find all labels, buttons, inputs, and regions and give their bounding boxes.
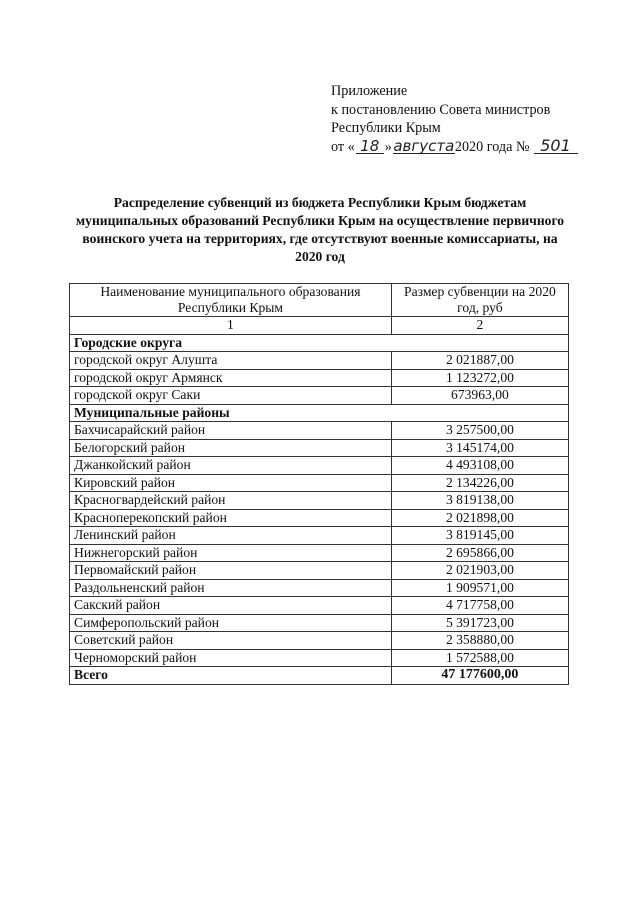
subsidy-table	[69, 283, 569, 685]
date-mid: »	[384, 138, 392, 155]
table-row	[70, 439, 569, 457]
table-row	[70, 352, 569, 370]
municipality-name: Бахчисарайский район	[70, 422, 392, 440]
municipality-name: Джанкойский район	[70, 457, 392, 475]
subsidy-amount: 2 695866,00	[391, 544, 568, 562]
table-row	[70, 579, 569, 597]
total-amount: 47 177600,00	[391, 667, 568, 685]
subsidy-amount: 4 493108,00	[391, 457, 568, 475]
section-title: Городские округа	[70, 334, 569, 352]
table-row	[70, 387, 569, 405]
municipality-name: Ленинский район	[70, 527, 392, 545]
table-row	[70, 457, 569, 475]
subsidy-amount: 3 257500,00	[391, 422, 568, 440]
column-number-2: 2	[391, 317, 568, 335]
date-prefix: от «	[331, 138, 355, 155]
municipality-name: Черноморский район	[70, 649, 392, 667]
municipality-name: Красногвардейский район	[70, 492, 392, 510]
table-row	[70, 474, 569, 492]
total-row	[70, 667, 569, 685]
municipality-name: Нижнегорский район	[70, 544, 392, 562]
table-row	[70, 527, 569, 545]
municipality-name: Кировский район	[70, 474, 392, 492]
subsidy-amount: 3 819145,00	[391, 527, 568, 545]
column-number-row	[70, 317, 569, 335]
header-municipality: Наименование муниципального образования Республики Крым	[70, 284, 392, 317]
table-header-row	[70, 284, 569, 317]
subsidy-amount: 3 819138,00	[391, 492, 568, 510]
appendix-block	[331, 82, 578, 156]
handwritten-month: августа	[393, 136, 455, 155]
subsidy-amount: 2 021898,00	[391, 509, 568, 527]
table-row	[70, 649, 569, 667]
municipality-name: Красноперекопский район	[70, 509, 392, 527]
municipality-name: Симферопольский район	[70, 614, 392, 632]
subsidy-amount: 3 145174,00	[391, 439, 568, 457]
subsidy-amount: 1 909571,00	[391, 579, 568, 597]
subsidy-amount: 1 572588,00	[391, 649, 568, 667]
header-amount: Размер субвенции на 2020 год, руб	[391, 284, 568, 317]
table-row	[70, 422, 569, 440]
municipality-name: Сакский район	[70, 597, 392, 615]
subsidy-amount: 4 717758,00	[391, 597, 568, 615]
handwritten-doc-number: 501	[534, 139, 578, 154]
section-header-urban	[70, 334, 569, 352]
subsidy-amount: 1 123272,00	[391, 369, 568, 387]
appendix-resolution: к постановлению Совета министров	[331, 101, 551, 118]
subsidy-amount: 2 358880,00	[391, 632, 568, 650]
table-row	[70, 562, 569, 580]
appendix-label: Приложение	[331, 83, 408, 99]
section-header-districts	[70, 404, 569, 422]
column-number-1: 1	[70, 317, 392, 335]
date-suffix: 2020 года №	[454, 138, 530, 155]
section-title: Муниципальные районы	[70, 404, 569, 422]
table-row	[70, 369, 569, 387]
subsidy-amount: 673963,00	[391, 387, 568, 405]
subsidy-amount: 2 134226,00	[391, 474, 568, 492]
document-title: Распределение субвенций из бюджета Республики Крым бюджетам муниципальных образований Республики Крым на осуществление первичного воинского учета на территориях, где отсутствуют военные комиссариаты, на 2020 год	[75, 195, 565, 264]
municipality-name: городской округ Алушта	[70, 352, 392, 370]
handwritten-day: 18	[356, 139, 384, 154]
municipality-name: городской округ Армянск	[70, 369, 392, 387]
subsidy-amount: 2 021903,00	[391, 562, 568, 580]
appendix-date-line	[331, 135, 578, 157]
municipality-name: Раздольненский район	[70, 579, 392, 597]
municipality-name: городской округ Саки	[70, 387, 392, 405]
municipality-name: Белогорский район	[70, 439, 392, 457]
municipality-name: Советский район	[70, 632, 392, 650]
subsidy-amount: 5 391723,00	[391, 614, 568, 632]
appendix-republic: Республики Крым	[331, 120, 441, 136]
table-row	[70, 544, 569, 562]
table-row	[70, 509, 569, 527]
table-row	[70, 632, 569, 650]
table-row	[70, 597, 569, 615]
table-row	[70, 492, 569, 510]
municipality-name: Первомайский район	[70, 562, 392, 580]
total-label: Всего	[70, 667, 392, 685]
table-row	[70, 614, 569, 632]
subsidy-amount: 2 021887,00	[391, 352, 568, 370]
